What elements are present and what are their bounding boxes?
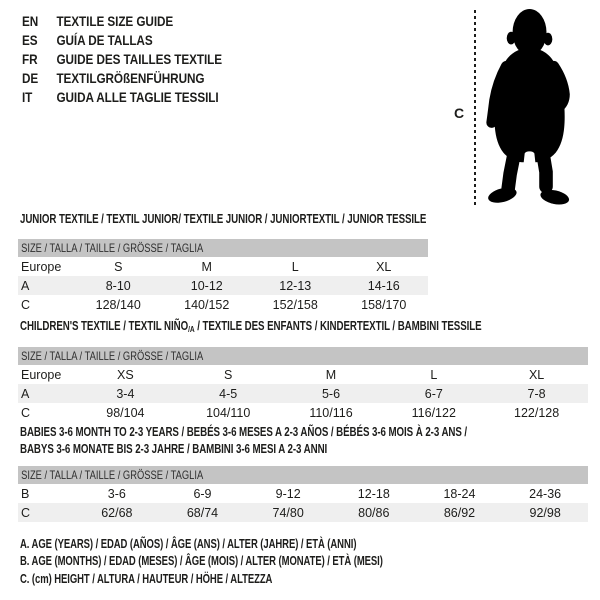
size-value-cell: 12-13: [279, 278, 312, 293]
size-value-cell: XL: [376, 259, 392, 274]
size-value-cell: 74/80: [272, 505, 304, 520]
row-label: Europe: [21, 367, 62, 382]
row-label: C: [21, 505, 31, 520]
footnote-line: A. AGE (YEARS) / EDAD (AÑOS) / ÂGE (ANS) / ALTER (JAHRE) / ETÀ (ANNI): [20, 537, 357, 551]
size-value-cell: 140/152: [184, 297, 230, 312]
size-value-cell: 7-8: [527, 386, 546, 401]
row-label: B: [21, 486, 30, 501]
babies-title-line1: BABIES 3-6 MONTH TO 2-3 YEARS / BEBÉS 3-6 MESES A 2-3 AÑOS / BÉBÉS 3-6 MOIS À 2-3 ANS /: [20, 425, 468, 439]
size-value-cell: 3-6: [107, 486, 126, 501]
language-guide-row: [22, 69, 222, 88]
guide-title-label: TEXTILGRÖßENFÜHRUNG: [56, 70, 205, 86]
size-value-cell: 116/122: [411, 405, 456, 420]
guide-title-label: GUÍA DE TALLAS: [56, 32, 153, 48]
row-label: C: [21, 297, 31, 312]
size-value-cell: 14-16: [367, 278, 400, 293]
size-value-cell: 24-36: [529, 486, 562, 501]
row-label: A: [21, 278, 30, 293]
children-size-table: [18, 347, 588, 422]
size-header-band: [18, 239, 428, 257]
size-value-cell: S: [114, 259, 123, 274]
table-row-a: [18, 276, 428, 295]
size-value-cell: 92/98: [529, 505, 561, 520]
size-value-cell: L: [430, 367, 438, 382]
size-value-cell: 86/92: [443, 505, 476, 520]
height-measure-line: [474, 10, 476, 206]
size-table-grid: [18, 257, 428, 314]
junior-size-table: [18, 239, 428, 314]
table-row-c: [18, 403, 588, 422]
language-code: FR: [22, 51, 38, 67]
children-title-subscript: /A: [188, 324, 195, 334]
language-code: EN: [22, 13, 39, 29]
size-value-cell: 98/104: [106, 405, 145, 420]
size-value-cell: 6-7: [424, 386, 443, 401]
size-value-cell: 110/116: [309, 405, 353, 420]
children-section-title: [20, 319, 482, 334]
babies-section-title: [20, 424, 467, 458]
size-header-text: SIZE / TALLA / TAILLE / GRÖSSE / TAGLIA: [21, 349, 204, 363]
guide-title-label: GUIDE DES TAILLES TEXTILE: [56, 51, 223, 67]
language-code: ES: [22, 32, 38, 48]
size-value-cell: 122/128: [514, 405, 560, 420]
children-title-text-post: / TEXTILE DES ENFANTS / KINDERTEXTIL / BAMBINI TESSILE: [194, 319, 482, 333]
size-header-band: [18, 347, 588, 365]
size-header-text: SIZE / TALLA / TAILLE / GRÖSSE / TAGLIA: [21, 241, 204, 255]
row-label: C: [21, 405, 31, 420]
footnote-line: C. (cm) HEIGHT / ALTURA / HAUTEUR / HÖHE / ALTEZZA: [20, 571, 273, 586]
size-value-cell: 3-4: [116, 386, 135, 401]
children-title-text: CHILDREN'S TEXTILE / TEXTIL NIÑO: [20, 319, 189, 333]
size-header-text: SIZE / TALLA / TAILLE / GRÖSSE / TAGLIA: [21, 468, 204, 482]
junior-section-title: JUNIOR TEXTILE / TEXTIL JUNIOR/ TEXTILE JUNIOR / JUNIORTEXTIL / JUNIOR TESSILE: [20, 212, 427, 226]
size-value-cell: 6-9: [193, 486, 212, 501]
table-row-europe: [18, 257, 428, 276]
guide-title-label: TEXTILE SIZE GUIDE: [56, 13, 174, 29]
size-value-cell: 4-5: [219, 386, 238, 401]
size-value-cell: 10-12: [190, 278, 223, 293]
size-value-cell: 62/68: [101, 505, 133, 520]
language-guide-row: [22, 12, 222, 31]
guide-title-label: GUIDA ALLE TAGLIE TESSILI: [56, 89, 219, 105]
row-label: A: [21, 386, 30, 401]
table-row-europe: [18, 365, 588, 384]
size-value-cell: 80/86: [358, 505, 390, 520]
size-value-cell: XS: [117, 367, 134, 382]
size-value-cell: M: [201, 259, 212, 274]
footnotes: [20, 536, 497, 588]
size-value-cell: 152/158: [272, 297, 318, 312]
language-guide-row: [22, 88, 222, 107]
size-value-cell: S: [224, 367, 233, 382]
height-measure-label: C: [454, 105, 465, 121]
size-value-cell: 68/74: [186, 505, 219, 520]
size-table-grid: [18, 365, 588, 422]
babies-size-table: [18, 466, 588, 522]
language-guide-row: [22, 31, 222, 50]
footnote-line: B. AGE (MONTHS) / EDAD (MESES) / ÂGE (MOIS) / ALTER (MONATE) / ETÀ (MESI): [20, 554, 383, 569]
size-value-cell: L: [291, 259, 299, 274]
size-value-cell: 8-10: [105, 278, 131, 293]
language-code: DE: [22, 70, 39, 86]
size-value-cell: 128/140: [95, 297, 141, 312]
babies-title-line2: BABYS 3-6 MONATE BIS 2-3 JAHRE / BAMBINI 3-6 MESI A 2-3 ANNI: [20, 442, 328, 456]
row-label: Europe: [21, 259, 62, 274]
size-value-cell: XL: [528, 367, 545, 382]
size-value-cell: M: [325, 367, 337, 382]
size-header-band: [18, 466, 588, 484]
table-row-a: [18, 384, 588, 403]
table-row-b: [18, 484, 588, 503]
size-value-cell: 104/110: [206, 405, 251, 420]
size-value-cell: 5-6: [321, 386, 341, 401]
table-row-c: [18, 295, 428, 314]
size-value-cell: 18-24: [443, 486, 476, 501]
language-guide-row: [22, 50, 222, 69]
size-value-cell: 12-18: [357, 486, 390, 501]
size-table-grid: [18, 484, 588, 522]
language-title-list: [22, 12, 260, 107]
size-value-cell: 158/170: [361, 297, 407, 312]
size-value-cell: 9-12: [275, 486, 301, 501]
language-code: IT: [22, 89, 33, 105]
table-row-c: [18, 503, 588, 522]
baby-silhouette-icon: [482, 7, 579, 206]
